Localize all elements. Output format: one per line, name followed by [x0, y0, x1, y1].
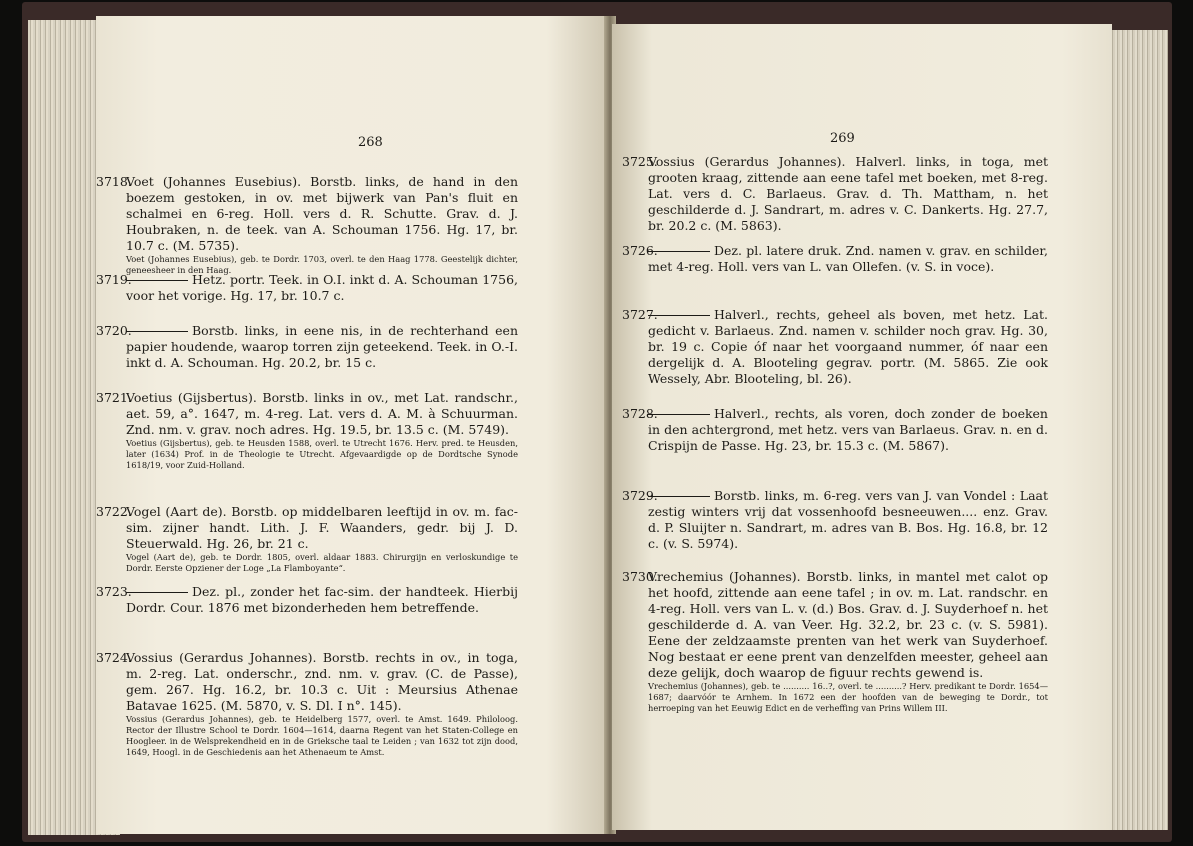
- entry-number: 3727.: [622, 307, 658, 322]
- ditto-dash: [126, 331, 188, 332]
- entry-text: Voetius (Gijsbertus). Borstb. links in ov., met Lat. randschr., aet. 59, a°. 1647, m. 4-reg. Lat. vers d. A. M. à Schuurman. Znd. nm. v. grav. noch adres. Hg. 19.5, br. 13.5 c. (M. 5749).: [126, 390, 518, 437]
- entry-text: Vossius (Gerardus Johannes). Borstb. rechts in ov., in toga, m. 2-reg. Lat. onderschr., znd. nm. v. grav. (C. de Passe), gem. 267. Hg. 16.2, br. 10.3 c. Uit : Meursius Athenae Batavae 1625. (M. 5870, v. S. Dl. I n°. 145).: [126, 650, 518, 713]
- entry-text: Dez. pl., zonder het fac-sim. der handteek. Hierbij Dordr. Cour. 1876 met bizonderheden hem betreffende.: [126, 584, 518, 615]
- catalog-entry: [622, 488, 1048, 552]
- entry-note: Vrechemius (Johannes), geb. te .......... 16..?, overl. te ..........? Herv. predikant te Dordr. 1654—1687; daarvóór te Arnhem. In 1672 een der hoofden van de beweging te Dordr., tot herroeping van het Eeuwig Edict en de verheffing van Prins Willem III.: [648, 681, 1048, 713]
- entry-note: Voetius (Gijsbertus), geb. te Heusden 1588, overl. te Utrecht 1676. Herv. pred. te Heusden, later (1634) Prof. in de Theologie te Utrecht. Afgevaardigde op de Dordtsche Synode 1618/19, voor Zuid-Holland.: [126, 438, 518, 470]
- catalog-entry: [622, 243, 1048, 275]
- entry-number: 3721.: [96, 390, 132, 405]
- ditto-dash: [126, 280, 188, 281]
- catalog-entry: [96, 174, 518, 276]
- entry-number: 3728.: [622, 406, 658, 421]
- entry-text: Halverl., rechts, als voren, doch zonder de boeken in den achtergrond, met hetz. vers van Barlaeus. Grav. n. en d. Crispijn de Passe. Hg. 23, br. 15.3 c. (M. 5867).: [648, 406, 1048, 453]
- entry-text: Vrechemius (Johannes). Borstb. links, in mantel met calot op het hoofd, zittende aan eene tafel ; in ov. m. Lat. randschr. en 4-reg. Holl. vers van L. v. (d.) Bos. Grav. d. J. Suyderhoef n. het geschilderde d. A. van Veer. Hg. 32.2, br. 23 c. (v. S. 5981). Eene der zeldzaamste prenten van het werk van Suyderhoef. Nog bestaat er eene prent van denzelfden meester, geheel aan deze gelijk, doch waarop de figuur rechts gewend is.: [648, 569, 1048, 680]
- catalog-entry: [622, 569, 1048, 714]
- catalog-entry: [96, 323, 518, 371]
- entry-number: 3725.: [622, 154, 658, 169]
- entry-text: Voet (Johannes Eusebius). Borstb. links, de hand in den boezem gestoken, in ov. met bijwerk van Pan's fluit en schalmei en 6-reg. Holl. vers d. R. Schutte. Grav. d. J. Houbraken, n. de teek. van A. Schouman 1756. Hg. 17, br. 10.7 c. (M. 5735).: [126, 174, 518, 253]
- entry-text: Borstb. links, in eene nis, in de rechterhand een papier houdende, waarop torren zijn geteekend. Teek. in O.-I. inkt d. A. Schouman. Hg. 20.2, br. 15 c.: [126, 323, 518, 370]
- entry-number: 3719.: [96, 272, 132, 287]
- page-number: 268: [358, 135, 383, 150]
- entry-number: 3720.: [96, 323, 132, 338]
- entry-number: 3729.: [622, 488, 658, 503]
- entry-text: Vogel (Aart de). Borstb. op middelbaren leeftijd in ov. m. fac-sim. zijner handt. Lith. J. F. Waanders, gedr. bij J. D. Steuerwald. Hg. 26, br. 21 c.: [126, 504, 518, 551]
- catalog-entry: [96, 272, 518, 304]
- ditto-dash: [126, 592, 188, 593]
- page-number: 269: [830, 131, 855, 146]
- entry-number: 3730.: [622, 569, 658, 584]
- entry-text: Dez. pl. latere druk. Znd. namen v. grav. en schilder, met 4-reg. Holl. vers van L. van Ollefen. (v. S. in voce).: [648, 243, 1048, 274]
- catalog-entry: [96, 390, 518, 471]
- page-edges-right: [1110, 30, 1168, 830]
- entry-number: 3722.: [96, 504, 132, 519]
- catalog-entry: [96, 650, 518, 758]
- entry-note: Vogel (Aart de), geb. te Dordr. 1805, overl. aldaar 1883. Chirurgijn en verloskundige te Dordr. Eerste Opziener der Loge „La Flamboyante“.: [126, 552, 518, 573]
- entry-text: Halverl., rechts, geheel als boven, met hetz. Lat. gedicht v. Barlaeus. Znd. namen v. schilder noch grav. Hg. 30, br. 19 c. Copie óf naar het voorgaand nummer, óf naar een dergelijk d. A. Blooteling gegrav. portr. (M. 5865. Zie ook Wessely, Abr. Blooteling, bl. 26).: [648, 307, 1048, 386]
- left-page: [96, 16, 608, 834]
- entry-note: Vossius (Gerardus Johannes), geb. te Heidelberg 1577, overl. te Amst. 1649. Philoloog. Rector der Illustre School te Dordr. 1604—1614, daarna Regent van het Staten-College en Hoogleer. in de Welsprekendheid en in de Grieksche taal te Leiden ; van 1632 tot zijn dood, 1649, Hoogl. in de Geschiedenis aan het Athenaeum te Amst.: [126, 714, 518, 757]
- entry-text: Vossius (Gerardus Johannes). Halverl. links, in toga, met grooten kraag, zittende aan eene tafel met boeken, met 8-reg. Lat. vers d. C. Barlaeus. Grav. d. Th. Mattham, n. het geschilderde d. J. Sandrart, m. adres v. C. Dankerts. Hg. 27.7, br. 20.2 c. (M. 5863).: [648, 154, 1048, 233]
- catalog-entry: [622, 154, 1048, 234]
- entry-text: Hetz. portr. Teek. in O.I. inkt d. A. Schouman 1756, voor het vorige. Hg. 17, br. 10.7 c.: [126, 272, 518, 303]
- catalog-entry: [622, 406, 1048, 454]
- entry-number: 3718.: [96, 174, 132, 189]
- catalog-entry: [96, 584, 518, 616]
- entry-number: 3723.: [96, 584, 132, 599]
- catalog-entry: [622, 307, 1048, 387]
- catalog-entry: [96, 504, 518, 574]
- entry-note: Voet (Johannes Eusebius), geb. te Dordr. 1703, overl. te den Haag 1778. Geestelijk dichter, geneesheer in den Haag.: [126, 254, 518, 275]
- entry-text: Borstb. links, m. 6-reg. vers van J. van Vondel : Laat zestig winters vrij dat vossenhoofd besneeuwen.... enz. Grav. d. P. Sluijter n. Sandrart, m. adres van B. Bos. Hg. 16.8, br. 12 c. (v. S. 5974).: [648, 488, 1048, 551]
- entry-number: 3726.: [622, 243, 658, 258]
- right-page: [612, 24, 1112, 830]
- entry-number: 3724.: [96, 650, 132, 665]
